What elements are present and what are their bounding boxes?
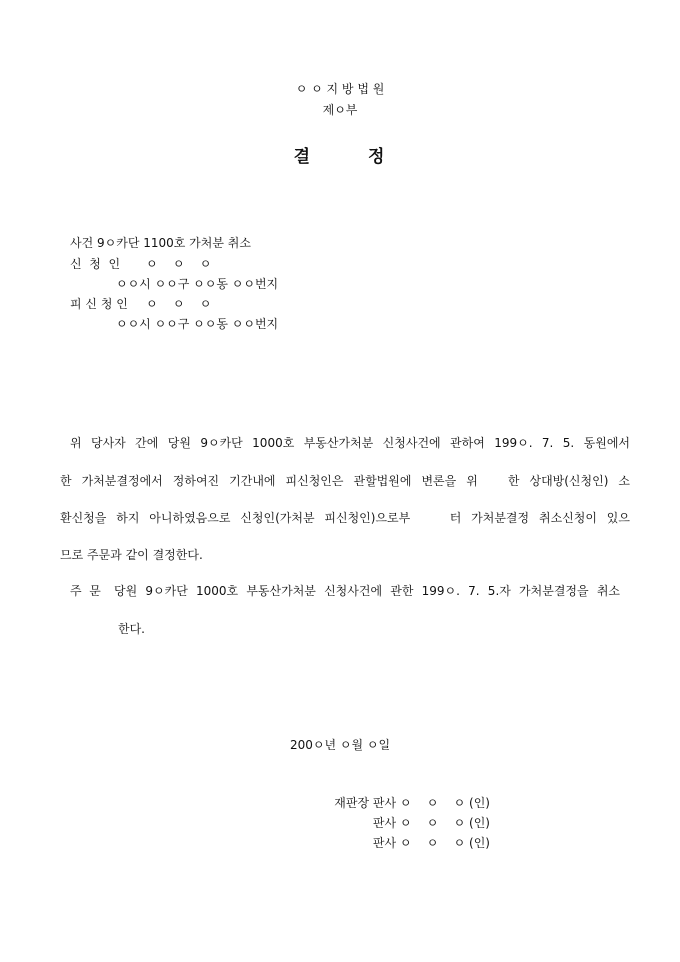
reason-line-1: 위 당사자 간에 당원 9ㅇ카단 1000호 부동산가처분 신청사건에 관하여 199ㅇ. 7. 5. 동원에서 — [70, 436, 630, 450]
signature-name: ㅇ ㅇ ㅇ — [399, 816, 466, 830]
respondent-name: ㅇ ㅇ ㅇ — [146, 297, 212, 311]
respondent-label: 피 신 청 인 — [70, 297, 128, 311]
reason-line-4: 므로 주문과 같이 결정한다. — [60, 548, 203, 562]
order-line-2: 한다. — [118, 622, 145, 636]
signature-role: 재판장 판사 — [334, 796, 397, 810]
signature-seal: (인) — [469, 816, 490, 830]
applicant-name: ㅇ ㅇ ㅇ — [146, 257, 212, 271]
signature-name: ㅇ ㅇ ㅇ — [399, 836, 466, 850]
title-char-right: 정 — [368, 147, 387, 167]
title-char-left: 결 — [293, 147, 312, 167]
order-label: 주 문 — [70, 584, 101, 598]
document-title — [0, 142, 680, 167]
respondent-address: ㅇㅇ시 ㅇㅇ구 ㅇㅇ동 ㅇㅇ번지 — [116, 317, 279, 331]
signature-judge-1 — [305, 814, 490, 831]
signature-role: 판사 — [372, 836, 397, 850]
signature-judge-2 — [305, 834, 490, 851]
court-name: ㅇ ㅇ 지 방 법 원 — [295, 82, 385, 96]
signature-role: 판사 — [372, 816, 397, 830]
applicant-address: ㅇㅇ시 ㅇㅇ구 ㅇㅇ동 ㅇㅇ번지 — [116, 277, 279, 291]
order-line-1: 당원 9ㅇ카단 1000호 부동산가처분 신청사건에 관한 199ㅇ. 7. 5.자 가처분결정을 취소 — [114, 584, 620, 598]
signature-name: ㅇ ㅇ ㅇ — [399, 796, 466, 810]
decision-date: 200ㅇ년 ㅇ월 ㅇ일 — [289, 738, 391, 752]
signature-chief-judge — [305, 794, 490, 811]
applicant-label: 신 청 인 — [70, 257, 121, 271]
case-number: 사건 9ㅇ카단 1100호 가처분 취소 — [70, 236, 251, 250]
signature-seal: (인) — [469, 796, 490, 810]
signature-seal: (인) — [469, 836, 490, 850]
division-name: 제ㅇ부 — [322, 103, 358, 117]
reason-line-2: 한 가처분결정에서 정하여진 기간내에 피신청인은 관할법원에 변론을 위 한 상대방(신청인) 소 — [60, 474, 630, 488]
reason-line-3: 환신청을 하지 아니하였음으로 신청인(가처분 피신청인)으로부 터 가처분결정 취소신청이 있으 — [60, 511, 630, 525]
